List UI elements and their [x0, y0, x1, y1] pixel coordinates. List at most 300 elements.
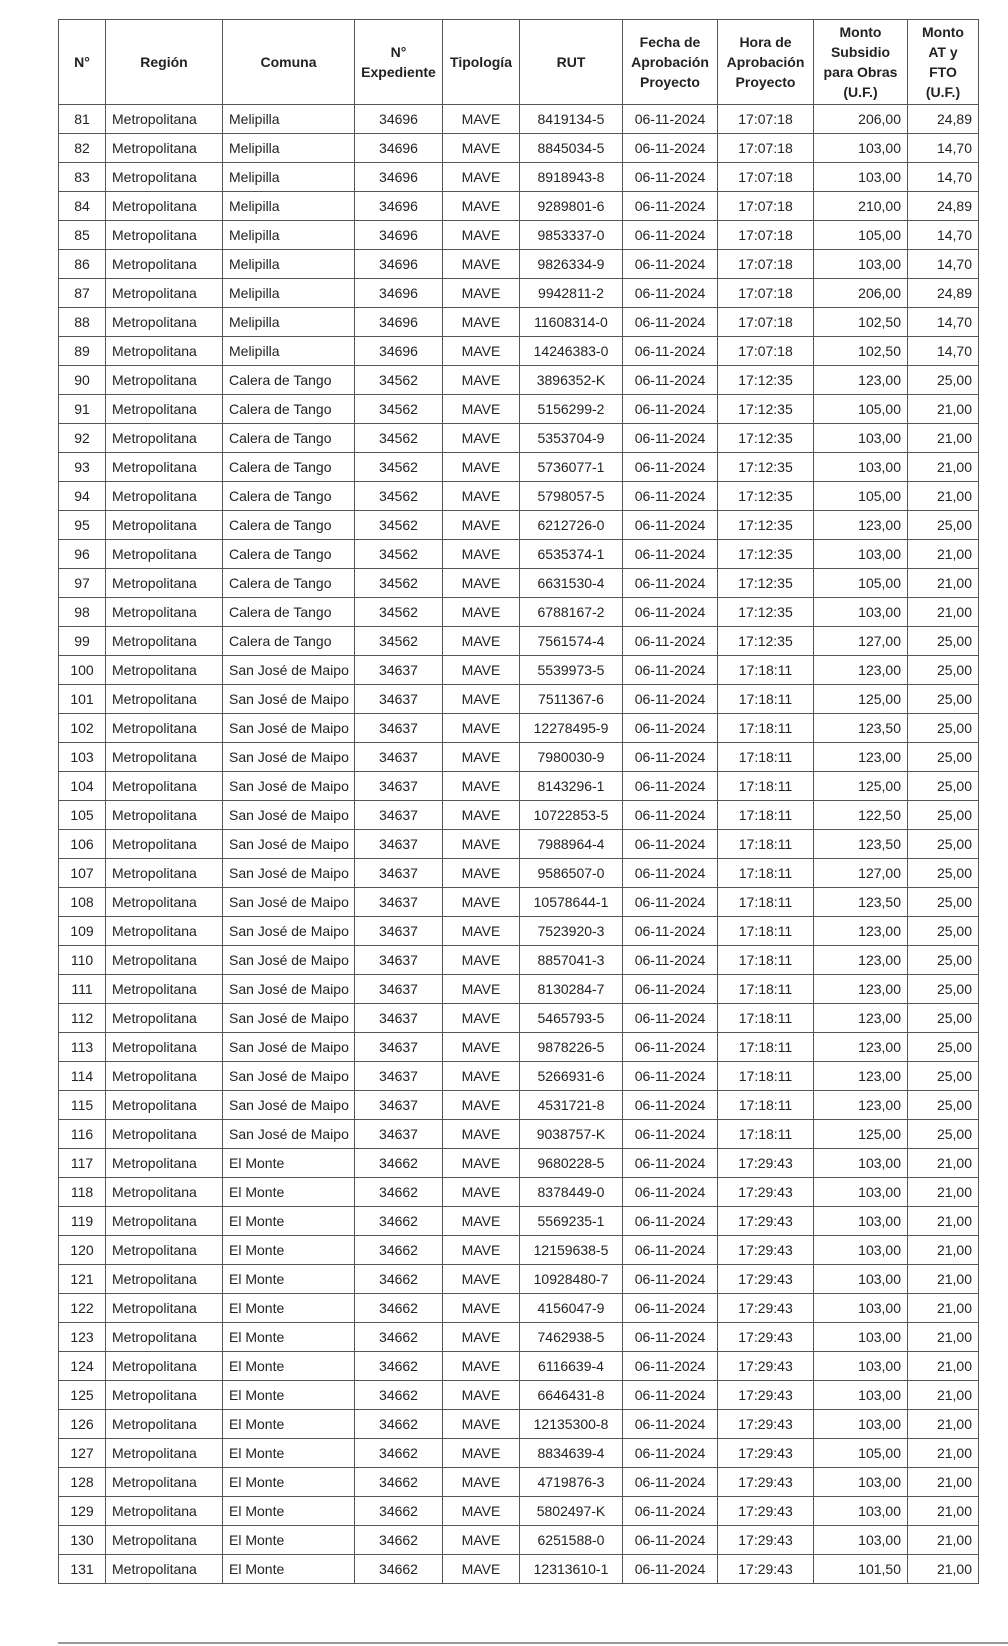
cell-monto-at-fto: 25,00 [908, 511, 979, 540]
table-row [59, 656, 979, 685]
cell-fecha: 06-11-2024 [623, 1265, 718, 1294]
cell-monto-at-fto: 21,00 [908, 395, 979, 424]
cell-region: Metropolitana [106, 743, 223, 772]
cell-region: Metropolitana [106, 685, 223, 714]
cell-region: Metropolitana [106, 1439, 223, 1468]
cell-fecha: 06-11-2024 [623, 859, 718, 888]
cell-monto-at-fto: 21,00 [908, 1294, 979, 1323]
cell-region: Metropolitana [106, 801, 223, 830]
cell-tipologia: MAVE [443, 801, 520, 830]
cell-expediente: 34662 [355, 1555, 443, 1584]
cell-hora: 17:12:35 [718, 395, 814, 424]
table-row [59, 105, 979, 134]
cell-n: 129 [59, 1497, 106, 1526]
table-row [59, 453, 979, 482]
cell-hora: 17:07:18 [718, 221, 814, 250]
cell-fecha: 06-11-2024 [623, 801, 718, 830]
cell-comuna: San José de Maipo [223, 1004, 355, 1033]
cell-rut: 6788167-2 [520, 598, 623, 627]
cell-n: 116 [59, 1120, 106, 1149]
cell-comuna: San José de Maipo [223, 830, 355, 859]
cell-expediente: 34562 [355, 569, 443, 598]
cell-n: 112 [59, 1004, 106, 1033]
cell-comuna: Melipilla [223, 337, 355, 366]
cell-tipologia: MAVE [443, 975, 520, 1004]
cell-monto-at-fto: 24,89 [908, 192, 979, 221]
cell-rut: 8918943-8 [520, 163, 623, 192]
header-row [59, 20, 979, 105]
cell-fecha: 06-11-2024 [623, 540, 718, 569]
cell-tipologia: MAVE [443, 1497, 520, 1526]
cell-tipologia: MAVE [443, 946, 520, 975]
cell-monto-at-fto: 25,00 [908, 685, 979, 714]
cell-hora: 17:07:18 [718, 279, 814, 308]
cell-expediente: 34696 [355, 134, 443, 163]
cell-hora: 17:18:11 [718, 1033, 814, 1062]
cell-expediente: 34662 [355, 1352, 443, 1381]
cell-hora: 17:29:43 [718, 1149, 814, 1178]
cell-fecha: 06-11-2024 [623, 1207, 718, 1236]
cell-tipologia: MAVE [443, 1207, 520, 1236]
cell-hora: 17:07:18 [718, 250, 814, 279]
cell-hora: 17:12:35 [718, 540, 814, 569]
cell-monto-subsidio: 105,00 [814, 569, 908, 598]
table-row [59, 540, 979, 569]
cell-n: 110 [59, 946, 106, 975]
cell-fecha: 06-11-2024 [623, 1120, 718, 1149]
cell-rut: 9289801-6 [520, 192, 623, 221]
cell-hora: 17:29:43 [718, 1555, 814, 1584]
cell-rut: 4531721-8 [520, 1091, 623, 1120]
cell-n: 121 [59, 1265, 106, 1294]
cell-comuna: Calera de Tango [223, 627, 355, 656]
table-row [59, 1323, 979, 1352]
cell-rut: 8143296-1 [520, 772, 623, 801]
cell-n: 87 [59, 279, 106, 308]
cell-region: Metropolitana [106, 772, 223, 801]
cell-tipologia: MAVE [443, 540, 520, 569]
cell-region: Metropolitana [106, 1555, 223, 1584]
cell-comuna: Melipilla [223, 308, 355, 337]
cell-monto-at-fto: 21,00 [908, 1526, 979, 1555]
header-comuna: Comuna [223, 20, 355, 105]
cell-fecha: 06-11-2024 [623, 656, 718, 685]
table-row [59, 714, 979, 743]
cell-region: Metropolitana [106, 830, 223, 859]
cell-comuna: San José de Maipo [223, 1120, 355, 1149]
cell-fecha: 06-11-2024 [623, 714, 718, 743]
cell-comuna: El Monte [223, 1149, 355, 1178]
cell-rut: 9878226-5 [520, 1033, 623, 1062]
table-row [59, 1265, 979, 1294]
cell-expediente: 34662 [355, 1381, 443, 1410]
cell-monto-subsidio: 103,00 [814, 1294, 908, 1323]
cell-monto-subsidio: 103,00 [814, 1236, 908, 1265]
cell-region: Metropolitana [106, 1265, 223, 1294]
cell-fecha: 06-11-2024 [623, 1033, 718, 1062]
cell-hora: 17:18:11 [718, 946, 814, 975]
cell-expediente: 34696 [355, 105, 443, 134]
cell-monto-subsidio: 105,00 [814, 395, 908, 424]
cell-comuna: San José de Maipo [223, 685, 355, 714]
cell-n: 106 [59, 830, 106, 859]
cell-expediente: 34637 [355, 685, 443, 714]
cell-fecha: 06-11-2024 [623, 685, 718, 714]
cell-tipologia: MAVE [443, 1265, 520, 1294]
cell-region: Metropolitana [106, 1207, 223, 1236]
cell-rut: 8130284-7 [520, 975, 623, 1004]
cell-region: Metropolitana [106, 1323, 223, 1352]
cell-comuna: El Monte [223, 1236, 355, 1265]
cell-n: 131 [59, 1555, 106, 1584]
cell-comuna: San José de Maipo [223, 1091, 355, 1120]
table-row [59, 888, 979, 917]
cell-region: Metropolitana [106, 250, 223, 279]
cell-n: 99 [59, 627, 106, 656]
cell-monto-at-fto: 21,00 [908, 1178, 979, 1207]
cell-monto-at-fto: 14,70 [908, 221, 979, 250]
cell-monto-at-fto: 25,00 [908, 656, 979, 685]
table-row [59, 1381, 979, 1410]
cell-monto-subsidio: 103,00 [814, 1149, 908, 1178]
table-row [59, 569, 979, 598]
cell-tipologia: MAVE [443, 569, 520, 598]
cell-rut: 9680228-5 [520, 1149, 623, 1178]
cell-comuna: El Monte [223, 1526, 355, 1555]
cell-monto-subsidio: 127,00 [814, 627, 908, 656]
cell-monto-at-fto: 21,00 [908, 540, 979, 569]
cell-rut: 12135300-8 [520, 1410, 623, 1439]
cell-tipologia: MAVE [443, 1294, 520, 1323]
cell-comuna: Melipilla [223, 221, 355, 250]
cell-hora: 17:18:11 [718, 888, 814, 917]
cell-hora: 17:18:11 [718, 1091, 814, 1120]
cell-region: Metropolitana [106, 1120, 223, 1149]
cell-n: 119 [59, 1207, 106, 1236]
cell-region: Metropolitana [106, 627, 223, 656]
cell-rut: 10722853-5 [520, 801, 623, 830]
cell-comuna: Calera de Tango [223, 395, 355, 424]
cell-region: Metropolitana [106, 859, 223, 888]
cell-monto-subsidio: 103,00 [814, 1207, 908, 1236]
cell-monto-subsidio: 206,00 [814, 279, 908, 308]
cell-region: Metropolitana [106, 1091, 223, 1120]
cell-monto-subsidio: 123,00 [814, 1062, 908, 1091]
cell-fecha: 06-11-2024 [623, 975, 718, 1004]
cell-expediente: 34562 [355, 627, 443, 656]
cell-monto-at-fto: 21,00 [908, 598, 979, 627]
cell-region: Metropolitana [106, 424, 223, 453]
cell-monto-at-fto: 25,00 [908, 917, 979, 946]
table-row [59, 1410, 979, 1439]
cell-rut: 5353704-9 [520, 424, 623, 453]
header-region: Región [106, 20, 223, 105]
header-tipologia: Tipología [443, 20, 520, 105]
cell-region: Metropolitana [106, 337, 223, 366]
cell-monto-subsidio: 105,00 [814, 221, 908, 250]
cell-monto-subsidio: 123,50 [814, 888, 908, 917]
table-row [59, 830, 979, 859]
cell-monto-subsidio: 103,00 [814, 1265, 908, 1294]
cell-expediente: 34637 [355, 714, 443, 743]
cell-comuna: Calera de Tango [223, 424, 355, 453]
cell-region: Metropolitana [106, 395, 223, 424]
cell-hora: 17:29:43 [718, 1439, 814, 1468]
cell-fecha: 06-11-2024 [623, 192, 718, 221]
cell-fecha: 06-11-2024 [623, 250, 718, 279]
cell-n: 108 [59, 888, 106, 917]
cell-n: 102 [59, 714, 106, 743]
cell-rut: 7988964-4 [520, 830, 623, 859]
cell-fecha: 06-11-2024 [623, 1555, 718, 1584]
cell-tipologia: MAVE [443, 1062, 520, 1091]
cell-comuna: Calera de Tango [223, 569, 355, 598]
cell-region: Metropolitana [106, 917, 223, 946]
cell-n: 104 [59, 772, 106, 801]
cell-tipologia: MAVE [443, 482, 520, 511]
cell-monto-subsidio: 125,00 [814, 1120, 908, 1149]
cell-expediente: 34696 [355, 163, 443, 192]
cell-rut: 9942811-2 [520, 279, 623, 308]
cell-expediente: 34562 [355, 540, 443, 569]
cell-expediente: 34696 [355, 279, 443, 308]
cell-comuna: San José de Maipo [223, 888, 355, 917]
cell-tipologia: MAVE [443, 1120, 520, 1149]
cell-comuna: San José de Maipo [223, 1062, 355, 1091]
cell-fecha: 06-11-2024 [623, 1381, 718, 1410]
cell-monto-at-fto: 25,00 [908, 888, 979, 917]
cell-tipologia: MAVE [443, 192, 520, 221]
cell-monto-at-fto: 21,00 [908, 1381, 979, 1410]
cell-expediente: 34637 [355, 1091, 443, 1120]
cell-rut: 5798057-5 [520, 482, 623, 511]
table-row [59, 859, 979, 888]
cell-rut: 12313610-1 [520, 1555, 623, 1584]
cell-n: 128 [59, 1468, 106, 1497]
table-row [59, 772, 979, 801]
cell-fecha: 06-11-2024 [623, 1410, 718, 1439]
cell-monto-at-fto: 25,00 [908, 946, 979, 975]
cell-tipologia: MAVE [443, 221, 520, 250]
cell-n: 103 [59, 743, 106, 772]
cell-n: 130 [59, 1526, 106, 1555]
cell-hora: 17:18:11 [718, 1062, 814, 1091]
cell-expediente: 34562 [355, 482, 443, 511]
cell-monto-at-fto: 21,00 [908, 1468, 979, 1497]
cell-region: Metropolitana [106, 482, 223, 511]
cell-comuna: El Monte [223, 1439, 355, 1468]
cell-region: Metropolitana [106, 192, 223, 221]
cell-fecha: 06-11-2024 [623, 1178, 718, 1207]
cell-tipologia: MAVE [443, 859, 520, 888]
cell-monto-at-fto: 25,00 [908, 1004, 979, 1033]
cell-expediente: 34696 [355, 250, 443, 279]
cell-hora: 17:12:35 [718, 453, 814, 482]
cell-monto-at-fto: 14,70 [908, 337, 979, 366]
cell-expediente: 34637 [355, 830, 443, 859]
cell-rut: 8845034-5 [520, 134, 623, 163]
cell-region: Metropolitana [106, 540, 223, 569]
cell-hora: 17:29:43 [718, 1410, 814, 1439]
cell-tipologia: MAVE [443, 1555, 520, 1584]
cell-comuna: Calera de Tango [223, 540, 355, 569]
cell-tipologia: MAVE [443, 308, 520, 337]
cell-hora: 17:18:11 [718, 656, 814, 685]
cell-expediente: 34562 [355, 424, 443, 453]
table-row [59, 1178, 979, 1207]
cell-rut: 6251588-0 [520, 1526, 623, 1555]
table-row [59, 221, 979, 250]
cell-region: Metropolitana [106, 598, 223, 627]
cell-fecha: 06-11-2024 [623, 453, 718, 482]
cell-expediente: 34662 [355, 1497, 443, 1526]
table-row [59, 1120, 979, 1149]
cell-region: Metropolitana [106, 714, 223, 743]
cell-fecha: 06-11-2024 [623, 337, 718, 366]
cell-rut: 5465793-5 [520, 1004, 623, 1033]
cell-fecha: 06-11-2024 [623, 1091, 718, 1120]
cell-tipologia: MAVE [443, 453, 520, 482]
table-row [59, 917, 979, 946]
cell-fecha: 06-11-2024 [623, 1468, 718, 1497]
cell-expediente: 34662 [355, 1294, 443, 1323]
cell-rut: 7980030-9 [520, 743, 623, 772]
cell-hora: 17:07:18 [718, 337, 814, 366]
cell-monto-at-fto: 25,00 [908, 743, 979, 772]
cell-monto-at-fto: 21,00 [908, 424, 979, 453]
cell-fecha: 06-11-2024 [623, 1062, 718, 1091]
cell-comuna: El Monte [223, 1323, 355, 1352]
cell-expediente: 34662 [355, 1149, 443, 1178]
cell-comuna: Calera de Tango [223, 511, 355, 540]
cell-tipologia: MAVE [443, 1178, 520, 1207]
cell-rut: 6631530-4 [520, 569, 623, 598]
cell-hora: 17:18:11 [718, 859, 814, 888]
cell-expediente: 34696 [355, 337, 443, 366]
cell-tipologia: MAVE [443, 337, 520, 366]
cell-monto-at-fto: 21,00 [908, 1265, 979, 1294]
cell-hora: 17:29:43 [718, 1381, 814, 1410]
cell-n: 125 [59, 1381, 106, 1410]
cell-comuna: Melipilla [223, 192, 355, 221]
cell-monto-at-fto: 21,00 [908, 1323, 979, 1352]
table-row [59, 308, 979, 337]
cell-expediente: 34637 [355, 917, 443, 946]
cell-comuna: El Monte [223, 1410, 355, 1439]
cell-hora: 17:29:43 [718, 1178, 814, 1207]
cell-expediente: 34696 [355, 308, 443, 337]
cell-comuna: San José de Maipo [223, 859, 355, 888]
cell-tipologia: MAVE [443, 598, 520, 627]
cell-n: 98 [59, 598, 106, 627]
cell-tipologia: MAVE [443, 656, 520, 685]
cell-comuna: San José de Maipo [223, 656, 355, 685]
table-row [59, 946, 979, 975]
cell-region: Metropolitana [106, 975, 223, 1004]
cell-monto-at-fto: 21,00 [908, 1497, 979, 1526]
cell-expediente: 34637 [355, 859, 443, 888]
cell-region: Metropolitana [106, 1062, 223, 1091]
cell-monto-subsidio: 123,00 [814, 917, 908, 946]
cell-expediente: 34637 [355, 975, 443, 1004]
cell-rut: 7511367-6 [520, 685, 623, 714]
cell-fecha: 06-11-2024 [623, 424, 718, 453]
cell-monto-subsidio: 210,00 [814, 192, 908, 221]
cell-monto-at-fto: 21,00 [908, 482, 979, 511]
cell-comuna: El Monte [223, 1352, 355, 1381]
table-row [59, 1062, 979, 1091]
cell-fecha: 06-11-2024 [623, 163, 718, 192]
header-rut: RUT [520, 20, 623, 105]
cell-expediente: 34696 [355, 221, 443, 250]
cell-tipologia: MAVE [443, 1410, 520, 1439]
cell-monto-subsidio: 123,00 [814, 1091, 908, 1120]
table-row [59, 1004, 979, 1033]
table-row [59, 1555, 979, 1584]
cell-comuna: San José de Maipo [223, 772, 355, 801]
cell-expediente: 34662 [355, 1439, 443, 1468]
cell-expediente: 34637 [355, 743, 443, 772]
cell-monto-at-fto: 25,00 [908, 366, 979, 395]
cell-rut: 6535374-1 [520, 540, 623, 569]
cell-monto-at-fto: 21,00 [908, 1555, 979, 1584]
cell-comuna: Melipilla [223, 279, 355, 308]
cell-tipologia: MAVE [443, 1091, 520, 1120]
cell-region: Metropolitana [106, 1149, 223, 1178]
cell-n: 91 [59, 395, 106, 424]
cell-n: 120 [59, 1236, 106, 1265]
header-hora: Hora de Aprobación Proyecto [718, 20, 814, 105]
cell-n: 124 [59, 1352, 106, 1381]
cell-monto-subsidio: 206,00 [814, 105, 908, 134]
cell-expediente: 34637 [355, 1004, 443, 1033]
cell-tipologia: MAVE [443, 250, 520, 279]
table-row [59, 163, 979, 192]
cell-monto-at-fto: 21,00 [908, 1207, 979, 1236]
cell-monto-subsidio: 103,00 [814, 250, 908, 279]
cell-tipologia: MAVE [443, 1439, 520, 1468]
cell-hora: 17:18:11 [718, 743, 814, 772]
cell-region: Metropolitana [106, 888, 223, 917]
cell-monto-subsidio: 103,00 [814, 1497, 908, 1526]
cell-rut: 5156299-2 [520, 395, 623, 424]
cell-hora: 17:18:11 [718, 830, 814, 859]
cell-expediente: 34662 [355, 1526, 443, 1555]
cell-region: Metropolitana [106, 569, 223, 598]
cell-comuna: San José de Maipo [223, 917, 355, 946]
cell-monto-at-fto: 25,00 [908, 1062, 979, 1091]
cell-n: 113 [59, 1033, 106, 1062]
cell-monto-at-fto: 21,00 [908, 1410, 979, 1439]
cell-hora: 17:12:35 [718, 569, 814, 598]
cell-monto-at-fto: 14,70 [908, 250, 979, 279]
cell-fecha: 06-11-2024 [623, 511, 718, 540]
cell-hora: 17:29:43 [718, 1207, 814, 1236]
cell-hora: 17:18:11 [718, 1004, 814, 1033]
cell-expediente: 34637 [355, 656, 443, 685]
cell-hora: 17:18:11 [718, 917, 814, 946]
cell-expediente: 34637 [355, 888, 443, 917]
cell-rut: 12159638-5 [520, 1236, 623, 1265]
cell-tipologia: MAVE [443, 1381, 520, 1410]
table-row [59, 1033, 979, 1062]
cell-monto-subsidio: 103,00 [814, 1526, 908, 1555]
cell-rut: 6212726-0 [520, 511, 623, 540]
cell-region: Metropolitana [106, 366, 223, 395]
cell-rut: 5266931-6 [520, 1062, 623, 1091]
table-row [59, 337, 979, 366]
cell-tipologia: MAVE [443, 163, 520, 192]
